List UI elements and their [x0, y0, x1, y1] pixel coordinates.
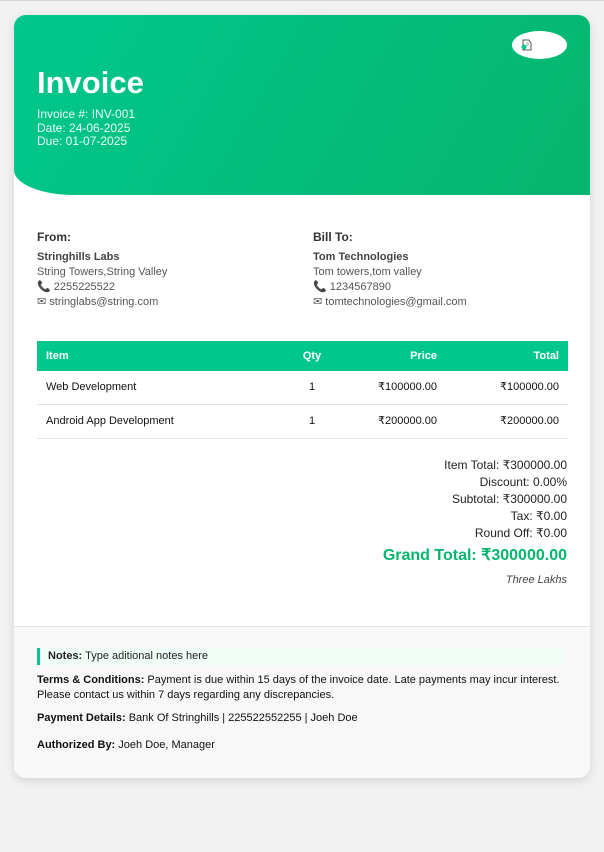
authorized-by-text: Joeh Doe, Manager [118, 739, 215, 751]
from-heading: From: [37, 230, 71, 244]
item-total: Item Total: ₹300000.00 [444, 458, 567, 472]
terms-and-conditions [37, 673, 568, 702]
bill-to-phone-line [313, 280, 467, 295]
invoice-due-date: Due: 01-07-2025 [37, 134, 128, 148]
row-qty: 1 [308, 415, 316, 427]
bill-to-email-line [313, 295, 467, 310]
page-top-border [0, 0, 604, 1]
envelope-icon: ✉ [37, 296, 47, 308]
notes-text: Type aditional notes here [85, 650, 209, 662]
bill-to-heading: Bill To: [313, 230, 353, 244]
payment-details [37, 712, 358, 724]
payment-text: Bank Of Stringhills | 225522552255 | Joeh Doe [128, 712, 358, 724]
column-header-total: Total [533, 350, 559, 362]
row-item: Web Development [46, 381, 137, 393]
invoice-footer [14, 626, 590, 778]
from-email-line [37, 295, 167, 310]
bill-to-email: tomtechnologies@gmail.com [325, 296, 467, 308]
row-total: ₹200000.00 [500, 415, 559, 427]
row-total: ₹100000.00 [500, 381, 559, 393]
from-name: Stringhills Labs [37, 251, 120, 263]
from-email: stringlabs@string.com [49, 296, 159, 308]
phone-icon: 📞 [37, 281, 51, 293]
row-price: ₹200000.00 [378, 415, 437, 427]
payment-label: Payment Details: [37, 712, 126, 724]
row-price: ₹100000.00 [378, 381, 437, 393]
table-row [37, 371, 568, 405]
column-header-item: Item [46, 350, 69, 362]
authorized-by-label: Authorized By: [37, 739, 116, 751]
from-phone: 2255225522 [53, 281, 115, 293]
table-header-row [37, 341, 568, 371]
column-header-qty: Qty [302, 350, 322, 362]
column-header-price: Price [410, 350, 437, 362]
invoice-card [14, 15, 590, 778]
from-section [37, 230, 167, 310]
company-logo [512, 31, 567, 59]
discount: Discount: 0.00% [479, 475, 567, 489]
invoice-number: Invoice #: INV-001 [37, 107, 136, 121]
invoice-header [14, 15, 590, 195]
bill-to-name: Tom Technologies [313, 251, 409, 263]
terms-text: Payment is due within 15 days of the invoice date. Late payments may incur interest. Please contact us within 7 days regarding any discrepancies. [37, 674, 560, 701]
row-qty: 1 [308, 381, 316, 393]
notes-label: Notes: [48, 650, 83, 662]
subtotal: Subtotal: ₹300000.00 [451, 492, 567, 506]
tax: Tax: ₹0.00 [510, 509, 567, 523]
from-phone-line [37, 280, 167, 295]
bill-to-phone: 1234567890 [329, 281, 391, 293]
authorized-by [37, 739, 215, 751]
totals-section [383, 457, 567, 589]
items-table [37, 341, 568, 439]
invoice-date: Date: 24-06-2025 [37, 120, 131, 135]
row-item: Android App Development [46, 415, 174, 427]
terms-label: Terms & Conditions: [37, 674, 145, 686]
from-address: String Towers,String Valley [37, 266, 168, 278]
invoice-title: Invoice [37, 65, 144, 100]
bill-to-address: Tom towers,tom valley [313, 266, 422, 278]
amount-in-words: Three Lakhs [505, 574, 567, 586]
table-row [37, 405, 568, 439]
grand-total: Grand Total: ₹300000.00 [382, 547, 567, 564]
notes-box [37, 648, 564, 665]
bill-to-section [313, 230, 467, 310]
phone-icon: 📞 [313, 281, 327, 293]
logo-icon [520, 38, 534, 52]
round-off: Round Off: ₹0.00 [474, 526, 567, 540]
invoice-meta [37, 108, 135, 149]
envelope-icon: ✉ [313, 296, 323, 308]
